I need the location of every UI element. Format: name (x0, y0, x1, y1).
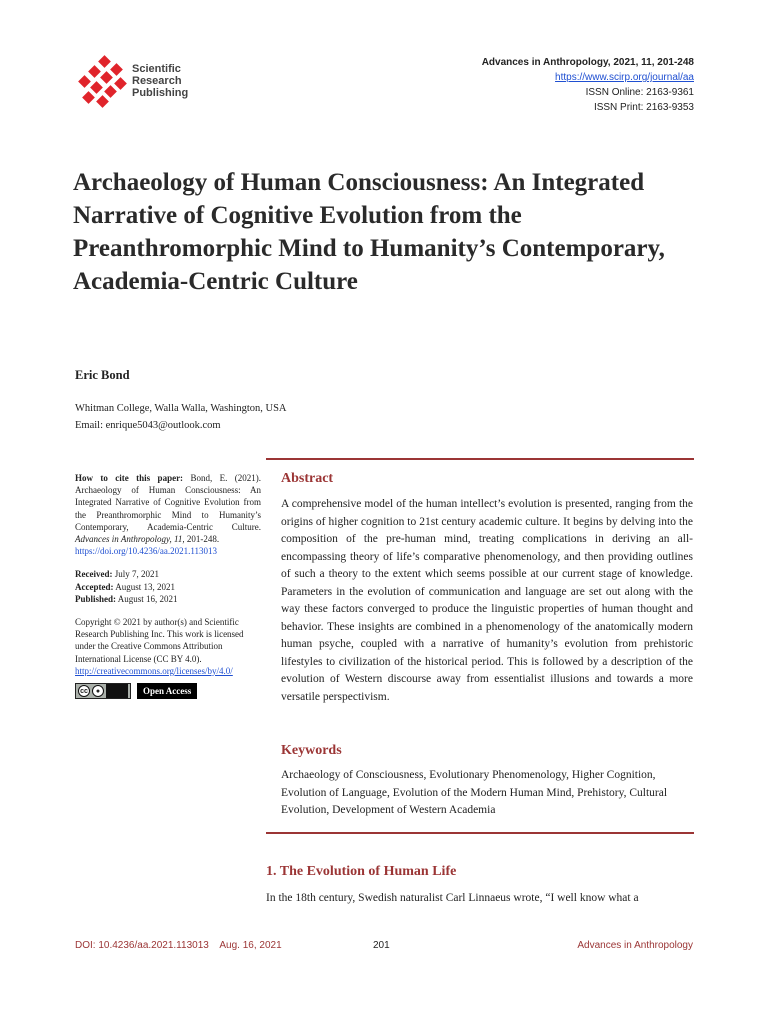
accepted-label: Accepted: (75, 581, 114, 592)
open-access-badge[interactable]: Open Access (137, 683, 197, 699)
article-sidebar (75, 472, 261, 699)
by-person-icon: ● (92, 685, 104, 697)
accepted-date: August 13, 2021 (113, 581, 175, 592)
publisher-logo (78, 55, 218, 111)
page-footer (75, 940, 693, 954)
abstract-top-rule (266, 458, 694, 460)
by-strip (106, 684, 128, 698)
cite-text: Bond, E. (2021). Archaeology of Human Consciousness: An Integrated Narrative of Cognitive Evolution from the Preanthromorphic Mind to Humanity’s Contemporary, Academia-Centric Culture. (75, 473, 261, 532)
dates-block (75, 568, 261, 605)
footer-journal: Advances in Anthropology (577, 940, 693, 951)
author-email[interactable]: Email: enrique5043@outlook.com (75, 420, 221, 431)
license-block (75, 616, 261, 699)
cite-label: How to cite this paper: (75, 473, 184, 483)
cc-by-badge[interactable] (75, 683, 131, 699)
received-label: Received: (75, 569, 113, 580)
scirp-logo-icon (78, 55, 130, 111)
keywords-bottom-rule (266, 832, 694, 834)
doi-link[interactable]: https://doi.org/10.4236/aa.2021.113013 (75, 546, 217, 557)
published-label: Published: (75, 593, 117, 604)
paper-title: Archaeology of Human Consciousness: An Integrated Narrative of Cognitive Evolution from the Preanthromorphic Mind to Humanity’s Contemporary, Academia-Centric Culture (73, 169, 665, 295)
page-number: 201 (373, 940, 390, 951)
author-affiliation (75, 400, 287, 434)
published-date: August 16, 2021 (116, 593, 178, 604)
affiliation-text: Whitman College, Walla Walla, Washington, USA (75, 403, 287, 414)
author-name: Eric Bond (75, 368, 130, 382)
section-1-text: In the 18th century, Swedish naturalist Carl Linnaeus wrote, “I well know what a (266, 892, 639, 904)
footer-doi: DOI: 10.4236/aa.2021.113013 Aug. 16, 2021 (75, 940, 282, 951)
journal-info (482, 55, 694, 115)
publisher-name: Scientific Research Publishing (132, 63, 189, 99)
abstract-heading: Abstract (281, 471, 334, 486)
cc-icon: cc (78, 685, 90, 697)
journal-url-link[interactable]: https://www.scirp.org/journal/aa (555, 72, 694, 83)
issn-online: ISSN Online: 2163-9361 (585, 87, 694, 98)
citation-block (75, 472, 261, 557)
keywords-text: Archaeology of Consciousness, Evolutionary Phenomenology, Higher Cognition, Evolution of Language, Evolution of the Modern Human Mind, Prehistory, Cultural Evolution, Development of Western Academia (281, 769, 668, 816)
received-date: July 7, 2021 (112, 569, 159, 580)
license-text: Copyright © 2021 by author(s) and Scientific Research Publishing Inc. This work is licensed under the Creative Commons Attribution International License (CC BY 4.0). (75, 617, 244, 664)
issn-print: ISSN Print: 2163-9353 (593, 102, 694, 113)
keywords-heading: Keywords (281, 743, 342, 758)
license-badges (75, 683, 261, 699)
abstract-text: A comprehensive model of the human intellect’s evolution is presented, ranging from the origins of higher cognition to 21st century academic culture. It begins by delving into the composition of the pre-human mind, treating complications in deriving an all-encompassing theory of life’s comparative phenomenology, and then providing outlines of such a theory to the extent which seems possible at our current stage of knowledge. Parameters in the evolution of communication and language are set out along with the way these factors converged to produce the linguistic properties of human thought and behavior. These insights are combined in a phenomenology of the anatomically modern human psyche, coupled with a narrative of humanity’s evolution from prehistoric lifestyles to civilization of the historical period. This is followed by a description of the evolution of Western discourse away from essentialist illusions and towards a more versatile perspectivism. (281, 498, 693, 703)
cite-pages: 201-248. (184, 534, 220, 545)
section-1-heading: 1. The Evolution of Human Life (266, 864, 457, 879)
cite-journal: Advances in Anthropology, 11, (75, 534, 185, 545)
journal-citation: Advances in Anthropology, 2021, 11, 201-248 (481, 57, 694, 68)
license-url-link[interactable]: http://creativecommons.org/licenses/by/4.0/ (75, 665, 233, 676)
